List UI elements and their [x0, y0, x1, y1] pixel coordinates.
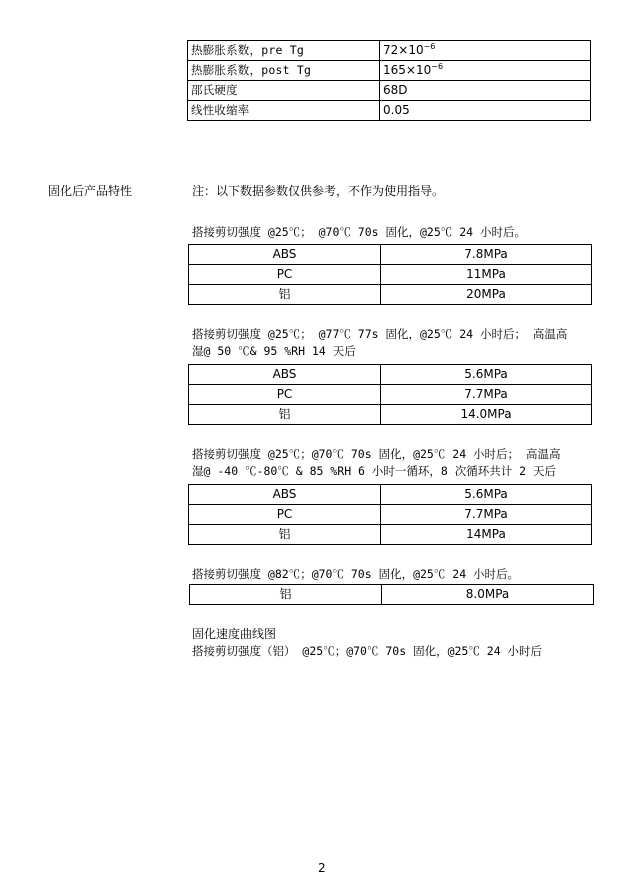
- property-label: 热膨胀系数，pre Tg: [188, 41, 380, 61]
- test-caption: 搭接剪切强度 @25℃； @70℃ 70s 固化，@25℃ 24 小时后。: [192, 225, 526, 239]
- properties-table: [187, 40, 591, 121]
- substrate-cell: ABS: [189, 245, 381, 265]
- table-row: [189, 405, 592, 425]
- table-row: [189, 285, 592, 305]
- substrate-cell: 铝: [189, 525, 381, 545]
- page-number: 2: [318, 861, 326, 875]
- value-cell: 7.7MPa: [381, 505, 592, 525]
- curve-caption: 搭接剪切强度（铝） @25℃；@70℃ 70s 固化，@25℃ 24 小时后: [192, 644, 543, 658]
- value-cell: 14MPa: [381, 525, 592, 545]
- property-value: $72\times 10^{-6}$: [380, 41, 591, 61]
- test-caption: 湿@ -40 ℃-80℃ & 85 %RH 6 小时一循环，8 次循环共计 2 天后: [192, 464, 557, 478]
- substrate-cell: 铝: [189, 405, 381, 425]
- curve-title: 固化速度曲线图: [192, 627, 277, 641]
- value-cell: 11MPa: [381, 265, 592, 285]
- table-row: [189, 385, 592, 405]
- property-label: 邵氏硬度: [188, 81, 380, 101]
- property-label: 线性收缩率: [188, 101, 380, 121]
- table-row: [188, 81, 591, 101]
- property-value: $165\times 10^{-6}$: [380, 61, 591, 81]
- test-caption: 湿@ 50 ℃& 95 %RH 14 天后: [192, 344, 356, 358]
- value-cell: 5.6MPa: [381, 365, 592, 385]
- property-value: 0.05: [380, 101, 591, 121]
- property-label: 热膨胀系数，post Tg: [188, 61, 380, 81]
- substrate-cell: PC: [189, 265, 381, 285]
- substrate-cell: 铝: [190, 585, 382, 605]
- substrate-cell: 铝: [189, 285, 381, 305]
- value-cell: 20MPa: [381, 285, 592, 305]
- table-row: [188, 101, 591, 121]
- substrate-cell: ABS: [189, 365, 381, 385]
- test-caption: 搭接剪切强度 @25℃； @77℃ 77s 固化，@25℃ 24 小时后； 高温高: [192, 327, 568, 341]
- value-cell: 5.6MPa: [381, 485, 592, 505]
- table-row: [189, 485, 592, 505]
- shear-table-2: [188, 364, 592, 425]
- table-row: [189, 245, 592, 265]
- table-row: [188, 61, 591, 81]
- substrate-cell: PC: [189, 505, 381, 525]
- table-row: [189, 365, 592, 385]
- value-cell: 8.0MPa: [382, 585, 594, 605]
- test-caption: 搭接剪切强度 @82℃；@70℃ 70s 固化，@25℃ 24 小时后。: [192, 567, 520, 581]
- table-row: [189, 525, 592, 545]
- substrate-cell: ABS: [189, 485, 381, 505]
- table-row: [188, 41, 591, 61]
- table-row: [190, 585, 594, 605]
- test-caption: 搭接剪切强度 @25℃；@70℃ 70s 固化，@25℃ 24 小时后； 高温高: [192, 447, 561, 461]
- table-row: [189, 265, 592, 285]
- shear-table-4: [189, 584, 594, 605]
- note: 注：以下数据参数仅供参考，不作为使用指导。: [192, 184, 445, 198]
- value-cell: 7.7MPa: [381, 385, 592, 405]
- shear-table-3: [188, 484, 592, 545]
- value-cell: 14.0MPa: [381, 405, 592, 425]
- table-row: [189, 505, 592, 525]
- shear-table-1: [188, 244, 592, 305]
- property-value: 68D: [380, 81, 591, 101]
- section-title: 固化后产品特性: [48, 184, 133, 198]
- substrate-cell: PC: [189, 385, 381, 405]
- value-cell: 7.8MPa: [381, 245, 592, 265]
